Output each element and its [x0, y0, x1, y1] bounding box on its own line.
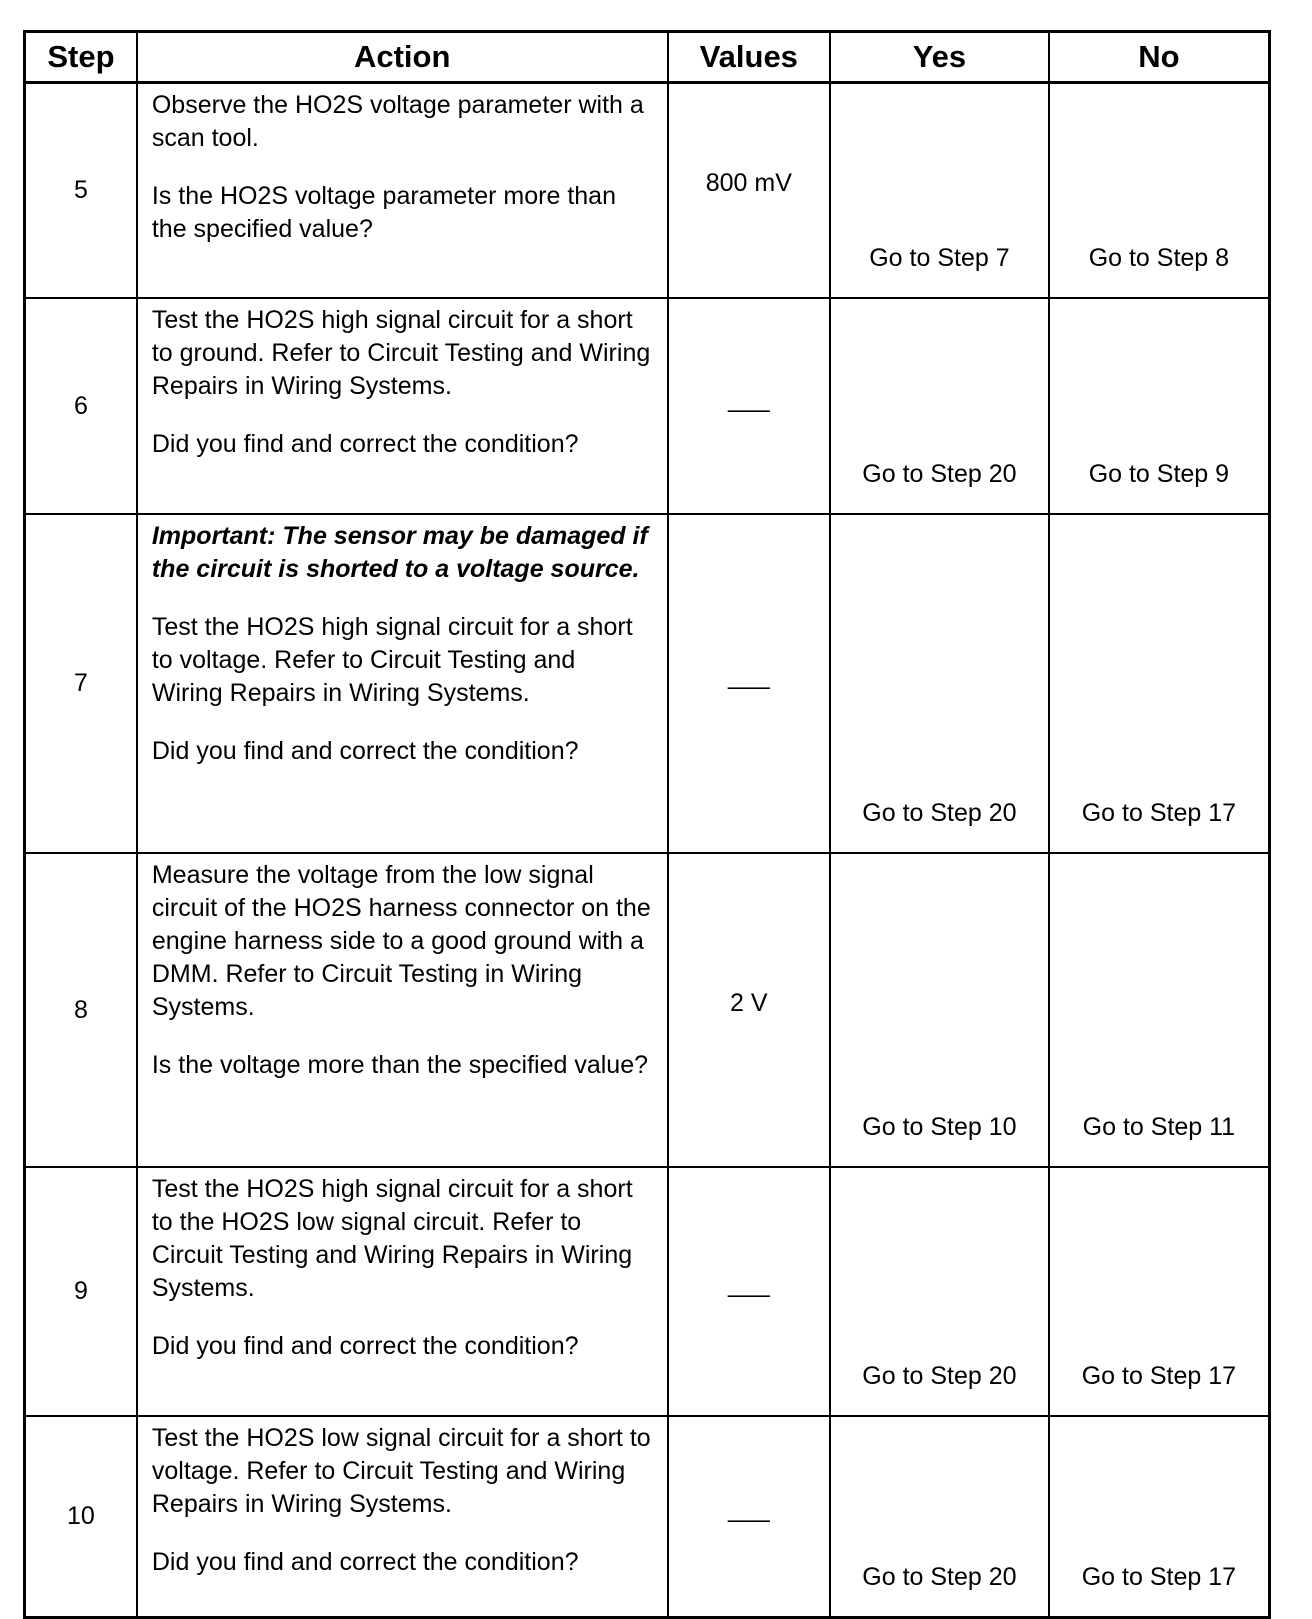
action-cell [137, 298, 668, 514]
action-text: Test the HO2S low signal circuit for a short to voltage. Refer to Circuit Testing and Wiring Repairs in Wiring Systems. [151, 1424, 651, 1518]
yes-cell: Go to Step 10 [830, 853, 1049, 1167]
no-cell: Go to Step 17 [1049, 1167, 1270, 1416]
action-question: Is the voltage more than the specified value? [151, 1051, 649, 1079]
table-row [25, 83, 1270, 299]
value-text: 800 mV [705, 169, 792, 197]
no-cell: Go to Step 11 [1049, 853, 1270, 1167]
no-cell: Go to Step 17 [1049, 1416, 1270, 1618]
action-cell [137, 1167, 668, 1416]
header-values: Values [668, 32, 831, 83]
values-cell [668, 853, 831, 1167]
header-action: Action [137, 32, 668, 83]
yes-cell: Go to Step 20 [830, 514, 1049, 853]
step-number: 7 [25, 514, 137, 853]
action-cell [137, 853, 668, 1167]
header-yes: Yes [830, 32, 1049, 83]
action-question: Did you find and correct the condition? [151, 1332, 579, 1360]
header-no: No [1049, 32, 1270, 83]
table-row [25, 514, 1270, 853]
yes-cell: Go to Step 7 [830, 83, 1049, 299]
value-text: ___ [727, 662, 770, 690]
step-number: 5 [25, 83, 137, 299]
action-question: Did you find and correct the condition? [151, 737, 579, 765]
table-row [25, 298, 1270, 514]
yes-cell: Go to Step 20 [830, 1416, 1049, 1618]
value-text: ___ [727, 1495, 770, 1523]
no-cell: Go to Step 17 [1049, 514, 1270, 853]
action-question: Did you find and correct the condition? [151, 430, 579, 458]
values-cell [668, 83, 831, 299]
values-cell [668, 514, 831, 853]
yes-cell: Go to Step 20 [830, 1167, 1049, 1416]
value-text: 2 V [730, 988, 768, 1017]
action-text: Test the HO2S high signal circuit for a short to ground. Refer to Circuit Testing and Wiring Repairs in Wiring Systems. [151, 306, 651, 400]
table-row [25, 853, 1270, 1167]
action-text: Test the HO2S high signal circuit for a short to the HO2S low signal circuit. Refer to Circuit Testing and Wiring Repairs in Wiring Systems. [151, 1175, 633, 1302]
values-cell [668, 1416, 831, 1618]
header-step: Step [25, 32, 137, 83]
action-cell [137, 514, 668, 853]
action-cell [137, 83, 668, 299]
action-text: Observe the HO2S voltage parameter with a scan tool. [151, 91, 644, 152]
values-cell [668, 1167, 831, 1416]
important-note: Important: The sensor may be damaged if the circuit is shorted to a voltage source. [151, 522, 648, 583]
action-question: Did you find and correct the condition? [151, 1548, 579, 1576]
value-text: ___ [727, 1270, 770, 1298]
step-number: 9 [25, 1167, 137, 1416]
values-cell [668, 298, 831, 514]
action-question: Is the HO2S voltage parameter more than the specified value? [151, 182, 616, 243]
action-text: Measure the voltage from the low signal circuit of the HO2S harness connector on the engine harness side to a good ground with a DMM. Refer to Circuit Testing in Wiring Systems. [151, 861, 651, 1021]
table-header-row [25, 32, 1270, 83]
value-text: ___ [727, 384, 770, 413]
step-number: 8 [25, 853, 137, 1167]
action-text: Test the HO2S high signal circuit for a short to voltage. Refer to Circuit Testing and Wiring Repairs in Wiring Systems. [151, 613, 633, 707]
yes-cell: Go to Step 20 [830, 298, 1049, 514]
table-row [25, 1167, 1270, 1416]
diagnostic-table [23, 30, 1271, 1619]
no-cell: Go to Step 9 [1049, 298, 1270, 514]
step-number: 6 [25, 298, 137, 514]
table-row [25, 1416, 1270, 1618]
action-cell [137, 1416, 668, 1618]
no-cell: Go to Step 8 [1049, 83, 1270, 299]
step-number: 10 [25, 1416, 137, 1618]
